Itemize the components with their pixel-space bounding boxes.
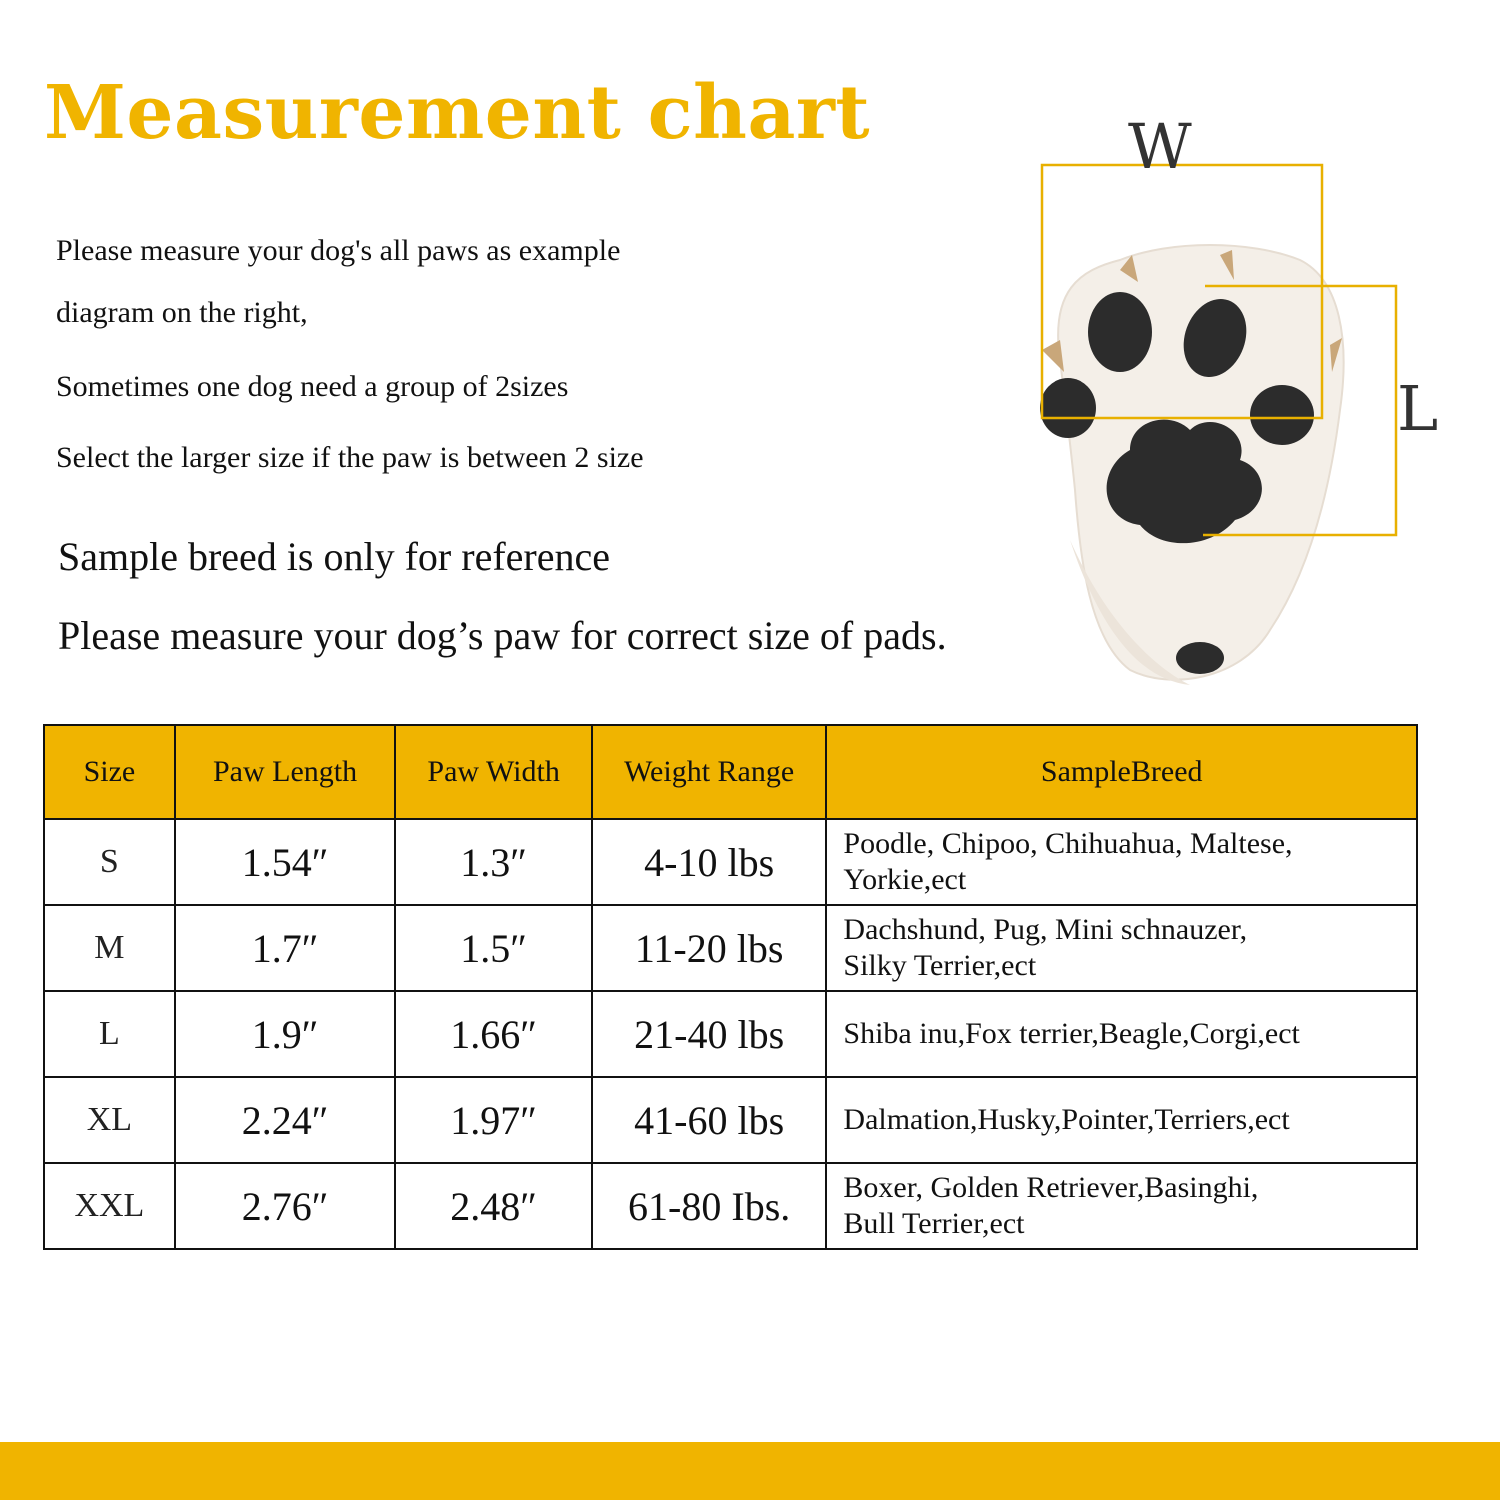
weight-range-cell: 21-40 lbs <box>592 991 826 1077</box>
sample-breed-cell: Dalmation,Husky,Pointer,Terriers,ect <box>826 1077 1417 1163</box>
instruction-line-3: Sometimes one dog need a group of 2sizes <box>56 370 569 403</box>
table-row <box>44 819 1417 905</box>
paw-width-cell: 2.48″ <box>395 1163 592 1249</box>
toe-pad <box>1088 292 1152 372</box>
paw-diagram <box>1020 110 1460 700</box>
paw-illustration <box>1020 110 1460 700</box>
header-sample-breed: SampleBreed <box>826 725 1417 819</box>
table-row <box>44 905 1417 991</box>
paw-width-cell: 1.5″ <box>395 905 592 991</box>
sample-breed-cell: Poodle, Chipoo, Chihuahua, Maltese, Yorkie,ect <box>826 819 1417 905</box>
sample-breed-cell: Dachshund, Pug, Mini schnauzer, Silky Terrier,ect <box>826 905 1417 991</box>
paw-length-cell: 1.9″ <box>175 991 396 1077</box>
header-paw-length: Paw Length <box>175 725 396 819</box>
weight-range-cell: 41-60 lbs <box>592 1077 826 1163</box>
table-row <box>44 1077 1417 1163</box>
instruction-line-4: Select the larger size if the paw is between 2 size <box>56 441 644 474</box>
width-label: W <box>1128 110 1192 183</box>
paw-width-cell: 1.3″ <box>395 819 592 905</box>
size-cell: S <box>44 819 175 905</box>
length-label: L <box>1397 372 1439 445</box>
page-title: Measurement chart <box>44 70 871 156</box>
size-cell: XL <box>44 1077 175 1163</box>
paw-length-cell: 1.7″ <box>175 905 396 991</box>
bottom-accent-bar <box>0 1442 1500 1500</box>
table-row <box>44 1163 1417 1249</box>
paw-length-cell: 2.24″ <box>175 1077 396 1163</box>
header-size: Size <box>44 725 175 819</box>
weight-range-cell: 4-10 lbs <box>592 819 826 905</box>
weight-range-cell: 61-80 Ibs. <box>592 1163 826 1249</box>
header-paw-width: Paw Width <box>395 725 592 819</box>
paw-width-cell: 1.97″ <box>395 1077 592 1163</box>
table-header-row <box>44 725 1417 819</box>
sample-breed-cell: Shiba inu,Fox terrier,Beagle,Corgi,ect <box>826 991 1417 1077</box>
header-weight-range: Weight Range <box>592 725 826 819</box>
note-reference: Sample breed is only for reference <box>58 534 610 579</box>
paw-length-cell: 2.76″ <box>175 1163 396 1249</box>
paw-width-cell: 1.66″ <box>395 991 592 1077</box>
weight-range-cell: 11-20 lbs <box>592 905 826 991</box>
note-measure: Please measure your dog’s paw for correct size of pads. <box>58 613 947 658</box>
size-cell: M <box>44 905 175 991</box>
instruction-line-2: diagram on the right, <box>56 296 308 329</box>
size-cell: XXL <box>44 1163 175 1249</box>
table-row <box>44 991 1417 1077</box>
instruction-line-1: Please measure your dog's all paws as example <box>56 234 621 267</box>
sample-breed-cell: Boxer, Golden Retriever,Basinghi, Bull Terrier,ect <box>826 1163 1417 1249</box>
paw-length-cell: 1.54″ <box>175 819 396 905</box>
size-cell: L <box>44 991 175 1077</box>
size-table <box>43 724 1418 1250</box>
